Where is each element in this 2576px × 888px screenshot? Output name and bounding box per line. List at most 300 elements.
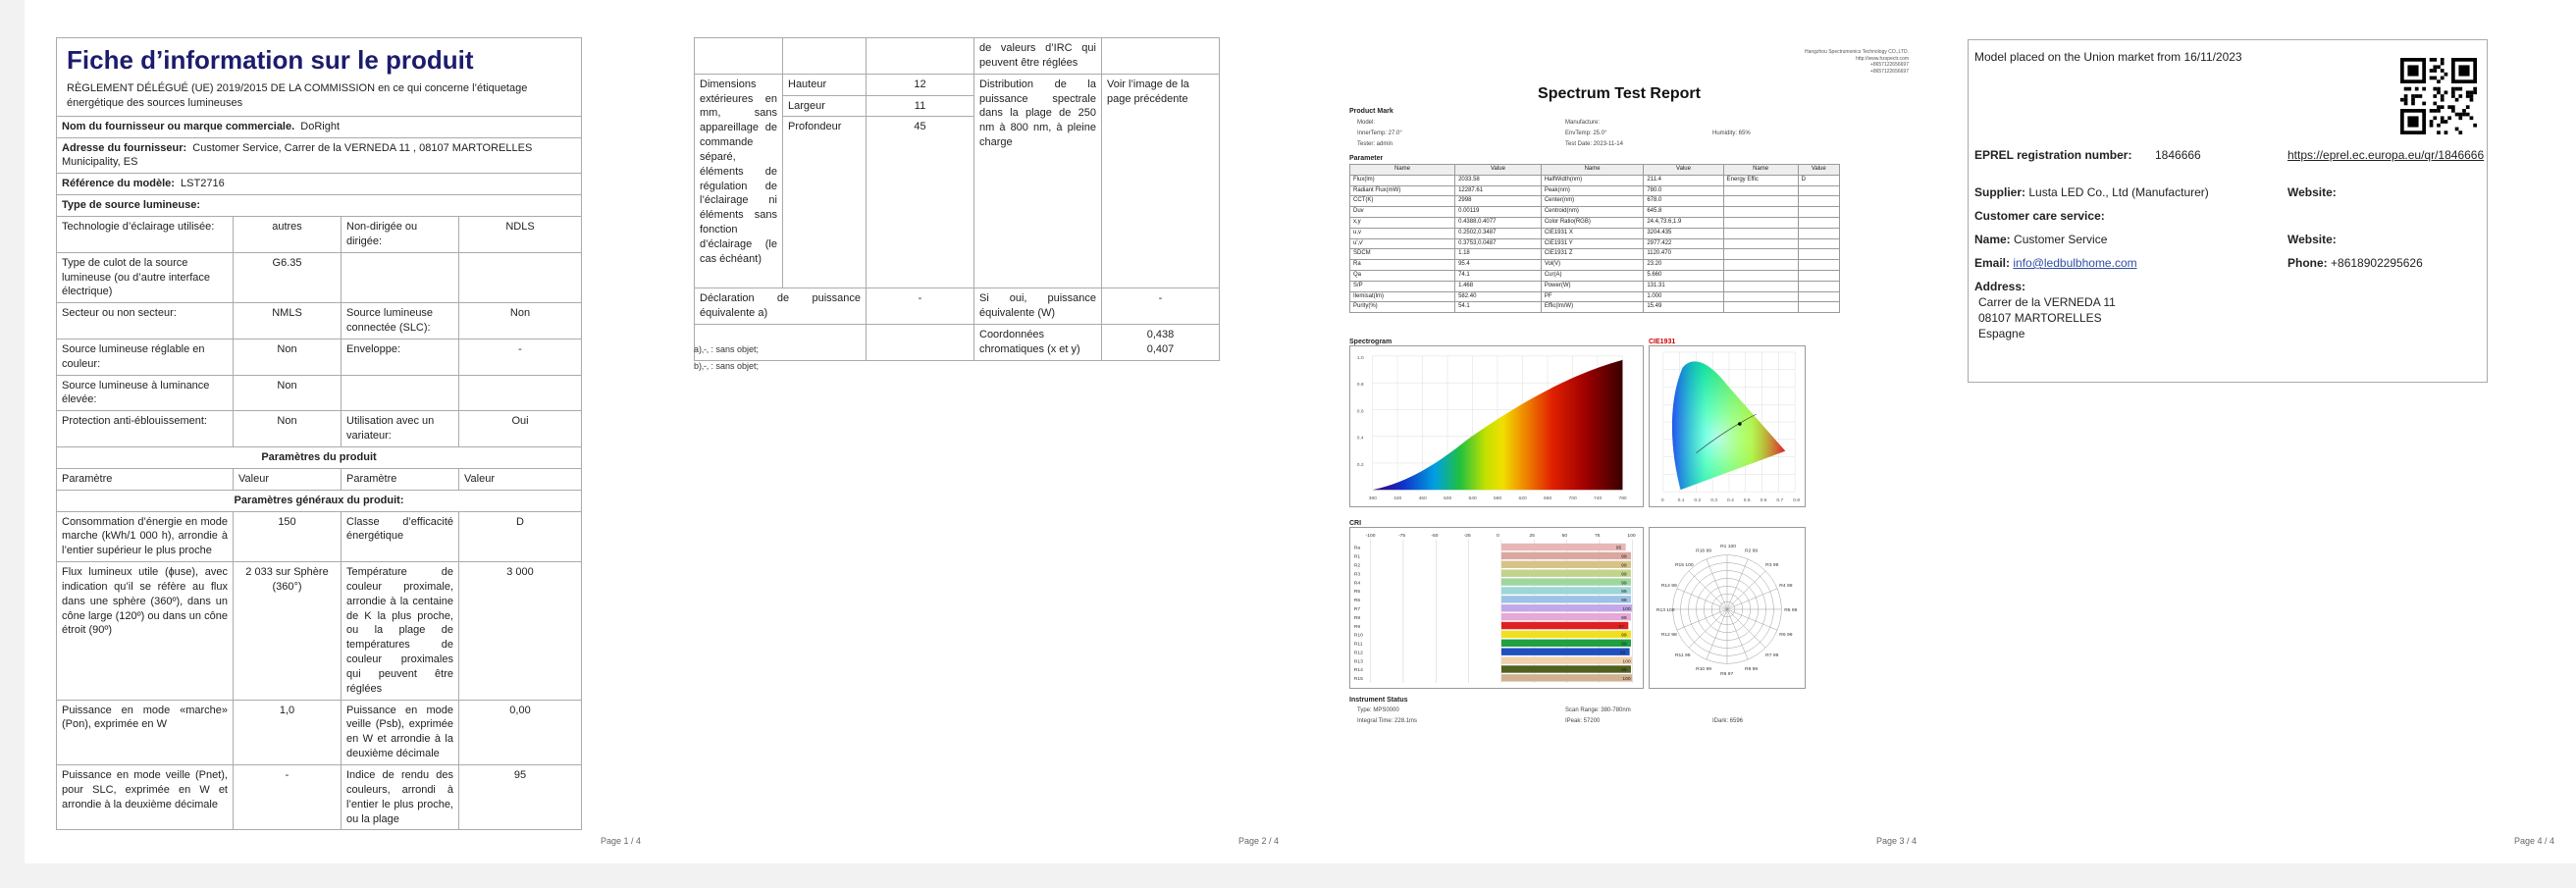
height-label: Hauteur <box>783 74 867 95</box>
page-title: Fiche d’information sur le produit <box>67 45 474 75</box>
parameter-heading: Parameter <box>1349 155 1384 162</box>
row-label-2: Source lumineuse connectée (SLC): <box>342 303 459 340</box>
col-value: Valeur <box>234 468 342 490</box>
polar-label: R8 99 <box>1745 667 1759 673</box>
cri-axis-tick: 25 <box>1529 533 1535 539</box>
row-value-2 <box>459 252 582 303</box>
address-label: Address: <box>1974 280 2026 293</box>
cri-row-label: R15 <box>1353 677 1363 683</box>
x-tick-label: 380 <box>1368 496 1377 502</box>
cri-bar-value: 99 <box>1621 615 1627 621</box>
row-value: G6.35 <box>234 252 342 303</box>
cri-bar-value: 100 <box>1622 677 1631 683</box>
param-cell: Qa <box>1350 270 1455 281</box>
inner-temp: InnerTemp: 27.0° <box>1357 131 1402 136</box>
header-line: +8657122656697 <box>1869 62 1909 68</box>
type-label: Type de source lumineuse: <box>57 195 582 217</box>
website-label: Website: <box>2287 185 2337 199</box>
row-value-2: - <box>459 339 582 375</box>
supplier-value: Lusta LED Co., Ltd (Manufacturer) <box>2028 185 2209 199</box>
cri-bar <box>1501 569 1631 576</box>
cri-bar <box>1501 604 1632 611</box>
param-cell: 2977.422 <box>1644 238 1723 249</box>
cri-row-label: R5 <box>1353 590 1361 596</box>
params-heading: Paramètres du produit <box>57 446 582 468</box>
eprel-label: EPREL registration number: <box>1974 148 2132 162</box>
y-tick-label: 1.0 <box>1356 355 1364 361</box>
cie-x-tick: 0.3 <box>1710 498 1718 504</box>
cri-bar <box>1501 648 1630 654</box>
param-cell: 1.468 <box>1455 281 1542 291</box>
row-label: Protection anti-éblouissement: <box>57 411 234 447</box>
row-value: NMLS <box>234 303 342 340</box>
param-cell: 24.4,73.6,1.9 <box>1644 217 1723 228</box>
cri-polar-chart <box>1649 527 1806 689</box>
param-cell: 1.000 <box>1644 291 1723 302</box>
chroma-coord-label: Coordonnées chromatiques (x et y) <box>974 325 1102 361</box>
market-date-text: Model placed on the Union market from 16/11/2023 <box>1974 50 2242 64</box>
param-label-2: Puissance en mode veille (Psb), exprimée en W et arrondie à la deuxième décimale <box>342 700 459 764</box>
footnote-a: a)‚-‚ : sans objet; <box>694 344 760 354</box>
page-number: Page 2 / 4 <box>1237 836 1279 846</box>
param-cell: 645.8 <box>1644 207 1723 218</box>
cri-bar-value: 100 <box>1622 659 1631 665</box>
equiv-power-value: - <box>1102 288 1220 325</box>
name-label: Name: <box>1974 233 2011 246</box>
param-cell: 3204.435 <box>1644 228 1723 238</box>
cri-bar-value: 99 <box>1621 581 1627 587</box>
address-value: Customer Service, Carrer de la VERNEDA 11 , 08107 MARTORELLES Municipality, ES <box>62 141 533 169</box>
cri-bar-value: 95 <box>1615 546 1622 551</box>
cri-row-label: Ra <box>1353 546 1361 551</box>
report-title: Spectrum Test Report <box>1538 85 1701 102</box>
table-row <box>57 411 582 447</box>
param-col-header: Value <box>1798 165 1839 176</box>
param-label: Puissance en mode veille (Pnet), pour SLC, exprimée en W et arrondie à la deuxième décimale <box>57 765 234 830</box>
param-cell: Cur(A) <box>1541 270 1644 281</box>
param-value-2: 95 <box>459 765 582 830</box>
cri-bar-chart <box>1349 527 1644 689</box>
cri-bar <box>1501 656 1632 663</box>
param-cell: 15.49 <box>1644 302 1723 313</box>
cri-bar <box>1501 578 1631 585</box>
param-cell <box>1723 249 1798 260</box>
eprel-value: 1846666 <box>2155 148 2201 162</box>
x-tick-label: 660 <box>1544 496 1552 502</box>
cri-row-label: R11 <box>1353 642 1363 648</box>
equiv-decl-label: Déclaration de puissance équivalente a) <box>695 288 867 325</box>
param-value: 1,0 <box>234 700 342 764</box>
col-param: Paramètre <box>57 468 234 490</box>
cri-bar <box>1501 674 1632 681</box>
cri-row-label: R9 <box>1353 624 1361 630</box>
cri-bar <box>1501 587 1631 594</box>
param-cell <box>1723 291 1798 302</box>
col-value-2: Valeur <box>459 468 582 490</box>
param-cell: 0.2502,0.3487 <box>1455 228 1542 238</box>
supplier-label: Supplier: <box>1974 185 2026 199</box>
row-value: Non <box>234 411 342 447</box>
param-cell: 131.31 <box>1644 281 1723 291</box>
cri-bar <box>1501 640 1631 647</box>
spectral-dist-value: Voir l’image de la page précédente <box>1102 74 1220 288</box>
cri-bar <box>1501 613 1631 620</box>
cri-row-label: R10 <box>1353 633 1363 639</box>
param-cell <box>1798 270 1839 281</box>
param-cell: 0.4388,0.4077 <box>1455 217 1542 228</box>
table-row <box>57 700 582 764</box>
model-label: Référence du modèle: <box>62 178 175 190</box>
cie-x-tick: 0.7 <box>1776 498 1784 504</box>
cie-heading: CIE1931 <box>1649 339 1676 345</box>
row-label-2: Non-dirigée ou dirigée: <box>342 217 459 253</box>
header-line: +8657122656697 <box>1869 68 1909 75</box>
instrument-heading: Instrument Status <box>1349 697 1408 704</box>
param-label: Puissance en mode «marche» (Pon), exprimée en W <box>57 700 234 764</box>
param-cell: u',v' <box>1350 238 1455 249</box>
table-row <box>1350 281 1840 291</box>
polar-label: R15 100 <box>1675 562 1694 568</box>
table-row <box>57 217 582 253</box>
cri-bar-value: 99 <box>1621 563 1627 569</box>
page-4 <box>1938 0 2576 863</box>
table-row <box>1350 196 1840 207</box>
param-cell: Color Ratio(RGB) <box>1541 217 1644 228</box>
polar-label: R14 99 <box>1660 584 1677 590</box>
x-tick-label: 780 <box>1618 496 1627 502</box>
param-cell <box>1798 196 1839 207</box>
param-cell: Centroid(nm) <box>1541 207 1644 218</box>
width-label: Largeur <box>783 95 867 117</box>
param-cell: 678.0 <box>1644 196 1723 207</box>
cri-bar-value: 99 <box>1621 642 1627 648</box>
cri-row-label: R13 <box>1353 659 1363 665</box>
param-cell: u,v <box>1350 228 1455 238</box>
row-value-2 <box>459 375 582 411</box>
param-cell <box>1723 185 1798 196</box>
param-cell <box>1723 196 1798 207</box>
x-tick-label: 740 <box>1593 496 1603 502</box>
table-row <box>57 339 582 375</box>
param-cell <box>1798 207 1839 218</box>
cri-range-text: de valeurs d’IRC qui peuvent être réglées <box>974 38 1102 75</box>
row-label-2 <box>342 252 459 303</box>
cie-x-tick: 0.4 <box>1727 498 1734 504</box>
param-cell: Effic(lm/W) <box>1541 302 1644 313</box>
email-label: Email: <box>1974 256 2011 270</box>
row-label: Type de culot de la source lumineuse (ou d’autre interface électrique) <box>57 252 234 303</box>
scan-range: Scan Range: 380-780nm <box>1565 707 1631 713</box>
model-value: LST2716 <box>181 178 225 190</box>
param-cell: 12287.61 <box>1455 185 1542 196</box>
supplier-label: Nom du fournisseur ou marque commerciale. <box>62 120 295 132</box>
env-temp: EnvTemp: 25.0° <box>1565 131 1607 136</box>
cie-gamut-overlay <box>1672 361 1785 490</box>
param-cell: 780.0 <box>1644 185 1723 196</box>
param-cell <box>1723 281 1798 291</box>
param-cell: 2033.58 <box>1455 175 1542 185</box>
param-cell: 582.40 <box>1455 291 1542 302</box>
general-heading: Paramètres généraux du produit: <box>57 490 582 511</box>
table-row <box>1350 260 1840 271</box>
cri-row-label: R7 <box>1353 606 1361 612</box>
param-cell <box>1723 238 1798 249</box>
param-cell: Power(W) <box>1541 281 1644 291</box>
table-row <box>1350 217 1840 228</box>
table-row <box>1350 238 1840 249</box>
y-tick-label: 0.6 <box>1356 409 1364 415</box>
cri-row-label: R2 <box>1353 563 1361 569</box>
param-label: Consommation d’énergie en mode marche (kWh/1 000 h), arrondie à l’entier supérieur le plus proche <box>57 511 234 562</box>
param-cell <box>1798 217 1839 228</box>
param-cell <box>1798 260 1839 271</box>
header-line: http://www.hzspectr.com <box>1856 55 1909 62</box>
param-cell <box>1798 302 1839 313</box>
ipeak: IPeak: 57200 <box>1565 718 1601 724</box>
param-cell: Purity(%) <box>1350 302 1455 313</box>
param-cell: Ra <box>1350 260 1455 271</box>
cri-bar-value: 99 <box>1621 572 1627 578</box>
polar-label: R4 99 <box>1779 584 1793 590</box>
x-tick-label: 540 <box>1468 496 1477 502</box>
footnote-b: b)‚-‚ : sans objet; <box>694 361 760 371</box>
cri-axis-tick: 75 <box>1595 533 1601 539</box>
customer-care-label: Customer care service: <box>1974 209 2105 223</box>
page-2 <box>662 0 1300 863</box>
cri-axis-tick: -25 <box>1463 533 1471 539</box>
polar-label: R9 97 <box>1720 672 1734 678</box>
col-param-2: Paramètre <box>342 468 459 490</box>
cie-x-tick: 0.6 <box>1760 498 1767 504</box>
depth-label: Profondeur <box>783 117 867 288</box>
table-row <box>1350 291 1840 302</box>
param-cell: x,y <box>1350 217 1455 228</box>
x-tick-label: 500 <box>1444 496 1452 502</box>
param-cell: CIE1931 Z <box>1541 249 1644 260</box>
param-cell: 0.3753,0.0487 <box>1455 238 1542 249</box>
param-col-header: Name <box>1541 165 1644 176</box>
address-label: Adresse du fournisseur: <box>62 141 187 154</box>
row-value-2: Non <box>459 303 582 340</box>
cri-axis-tick: 0 <box>1497 533 1499 539</box>
cri-bar <box>1501 544 1626 550</box>
email-link[interactable]: info@ledbulbhome.com <box>2013 256 2137 270</box>
cri-bar <box>1501 561 1631 568</box>
param-cell: 5.660 <box>1644 270 1723 281</box>
param-cell <box>1723 270 1798 281</box>
idark: IDark: 6596 <box>1712 718 1744 724</box>
spectrogram-chart <box>1349 345 1644 507</box>
polar-label: R2 99 <box>1745 548 1759 554</box>
parameter-table <box>1349 164 1840 313</box>
param-cell <box>1798 238 1839 249</box>
param-cell: 211.4 <box>1644 175 1723 185</box>
cri-bar <box>1501 552 1631 559</box>
spectrogram-heading: Spectrogram <box>1349 339 1393 345</box>
integral-time: Integral Time: 228.1ms <box>1357 718 1418 724</box>
model-field: Model: <box>1357 120 1376 126</box>
y-tick-label: 0.2 <box>1356 462 1364 468</box>
table-row <box>57 303 582 340</box>
cri-bar-value: 100 <box>1622 606 1631 612</box>
cri-heading: CRI <box>1349 520 1362 527</box>
chroma-x: 0,438 <box>1146 329 1175 341</box>
polar-label: R3 99 <box>1765 562 1779 568</box>
table-row <box>57 252 582 303</box>
param-cell: 95.4 <box>1455 260 1542 271</box>
dims-label: Dimensions extérieures en mm, sans appareillage de commande séparé, éléments de régulation de l’éclairage ni éléments sans fonction d’éclairage (le cas échéant) <box>695 74 783 288</box>
row-value-2: Oui <box>459 411 582 447</box>
param-cell <box>1798 185 1839 196</box>
table-row <box>1350 185 1840 196</box>
equiv-decl-value: - <box>867 288 974 325</box>
table-row <box>57 511 582 562</box>
polar-label: R10 99 <box>1696 667 1712 673</box>
param-cell <box>1723 217 1798 228</box>
cri-axis-tick: 100 <box>1627 533 1636 539</box>
param-label-2: Température de couleur proximale, arrondie à la centaine de K la plus proche, ou la plage de températures de couleur proximales qui peuvent être réglées <box>342 562 459 701</box>
cie-x-tick: 0.5 <box>1743 498 1751 504</box>
equiv-power-label: Si oui, puissance équivalente (W) <box>974 288 1102 325</box>
page-1 <box>25 0 662 863</box>
manufacture-field: Manufacture: <box>1565 120 1601 126</box>
param-cell: Center(nm) <box>1541 196 1644 207</box>
param-cell: CIE1931 X <box>1541 228 1644 238</box>
polar-label: R6 99 <box>1779 632 1793 638</box>
cri-bar-value: 99 <box>1621 554 1627 560</box>
param-col-header: Name <box>1350 165 1455 176</box>
param-cell: Peak(nm) <box>1541 185 1644 196</box>
param-cell <box>1723 207 1798 218</box>
param-col-header: Value <box>1455 165 1542 176</box>
product-info-table-cont <box>694 37 1220 361</box>
cri-row-label: R6 <box>1353 599 1361 604</box>
param-value-2: 3 000 <box>459 562 582 701</box>
param-cell <box>1723 228 1798 238</box>
cri-bar-value: 98 <box>1619 651 1626 656</box>
param-cell: HalfWidth(nm) <box>1541 175 1644 185</box>
param-cell: 74.1 <box>1455 270 1542 281</box>
param-cell: S/P <box>1350 281 1455 291</box>
lab-header <box>1805 49 1909 75</box>
row-value: Non <box>234 339 342 375</box>
table-row <box>1350 207 1840 218</box>
cri-bar-value: 99 <box>1621 590 1627 596</box>
param-cell: Vol(V) <box>1541 260 1644 271</box>
param-cell <box>1723 260 1798 271</box>
cri-row-label: R1 <box>1353 554 1361 560</box>
param-cell: 0.00119 <box>1455 207 1542 218</box>
x-tick-label: 420 <box>1393 496 1402 502</box>
table-row <box>57 765 582 830</box>
param-cell: CCT(K) <box>1350 196 1455 207</box>
table-row <box>57 375 582 411</box>
instrument-type: Type: MPS0000 <box>1357 707 1399 713</box>
cie-x-tick: 0 <box>1660 498 1664 504</box>
cri-axis-tick: 50 <box>1561 533 1568 539</box>
name-value: Customer Service <box>2014 233 2108 246</box>
param-value: - <box>234 765 342 830</box>
row-label: Source lumineuse réglable en couleur: <box>57 339 234 375</box>
param-value-2: D <box>459 511 582 562</box>
page-number: Page 1 / 4 <box>600 836 641 846</box>
table-row <box>57 562 582 701</box>
param-cell: 1.18 <box>1455 249 1542 260</box>
cri-bar <box>1501 596 1631 602</box>
param-label-2: Classe d’efficacité énergétique <box>342 511 459 562</box>
eprel-link[interactable]: https://eprel.ec.europa.eu/qr/1846666 <box>2287 148 2485 162</box>
cri-axis-tick: -50 <box>1431 533 1439 539</box>
table-row <box>1350 302 1840 313</box>
polar-label: R11 99 <box>1675 653 1691 659</box>
cri-bar <box>1501 622 1628 629</box>
address-line-2: 08107 MARTORELLES <box>1978 311 2102 325</box>
tester: Tester: admin <box>1357 141 1393 147</box>
cri-axis-tick: -100 <box>1365 533 1376 539</box>
page-3 <box>1300 0 1938 863</box>
cri-bar-value: 99 <box>1621 599 1627 604</box>
row-value: autres <box>234 217 342 253</box>
param-value-2: 0,00 <box>459 700 582 764</box>
phone-label: Phone: <box>2287 256 2328 270</box>
address-line-3: Espagne <box>1978 327 2025 340</box>
spectral-dist-label: Distribution de la puissance spectrale dans la plage de 250 nm à 800 nm, à pleine charge <box>974 74 1102 288</box>
row-label: Technologie d’éclairage utilisée: <box>57 217 234 253</box>
cri-row-label: R8 <box>1353 615 1361 621</box>
row-value-2: NDLS <box>459 217 582 253</box>
x-tick-label: 620 <box>1518 496 1527 502</box>
param-cell <box>1798 281 1839 291</box>
depth-value: 45 <box>867 117 974 288</box>
qr-code-icon[interactable] <box>2400 58 2477 134</box>
cri-bar <box>1501 665 1631 672</box>
product-info-table <box>56 37 582 830</box>
row-value: Non <box>234 375 342 411</box>
param-cell: CIE1931 Y <box>1541 238 1644 249</box>
cri-row-label: R3 <box>1353 572 1361 578</box>
test-date: Test Date: 2023-11-14 <box>1565 141 1623 147</box>
page-number: Page 4 / 4 <box>2513 836 2554 846</box>
cri-row-label: R4 <box>1353 581 1361 587</box>
param-cell: Energy Effic <box>1723 175 1798 185</box>
param-cell <box>1723 302 1798 313</box>
param-cell <box>1798 291 1839 302</box>
supplier-value: DoRight <box>300 120 341 132</box>
param-cell <box>1798 249 1839 260</box>
param-cell: Ilemisat(lm) <box>1350 291 1455 302</box>
param-cell: 1120.470 <box>1644 249 1723 260</box>
table-row <box>1350 270 1840 281</box>
product-mark-heading: Product Mark <box>1349 108 1393 115</box>
eprel-panel <box>1968 39 2488 383</box>
polar-label: R12 98 <box>1660 632 1677 638</box>
x-tick-label: 700 <box>1568 496 1577 502</box>
polar-label: R13 100 <box>1656 607 1675 613</box>
chroma-y: 0,407 <box>1146 342 1175 355</box>
cie-x-tick: 0.1 <box>1677 498 1685 504</box>
cri-row-label: R14 <box>1353 668 1363 674</box>
row-label: Secteur ou non secteur: <box>57 303 234 340</box>
param-cell: 54.1 <box>1455 302 1542 313</box>
cri-bar-value: 99 <box>1621 633 1627 639</box>
table-row <box>1350 175 1840 185</box>
table-row <box>1350 228 1840 238</box>
address-line-1: Carrer de la VERNEDA 11 <box>1978 295 2116 309</box>
param-cell: Flux(lm) <box>1350 175 1455 185</box>
param-label-2: Indice de rendu des couleurs, arrondi à l’entier le plus proche, ou la plage <box>342 765 459 830</box>
y-tick-label: 0.8 <box>1356 383 1364 389</box>
website2-label: Website: <box>2287 233 2337 246</box>
